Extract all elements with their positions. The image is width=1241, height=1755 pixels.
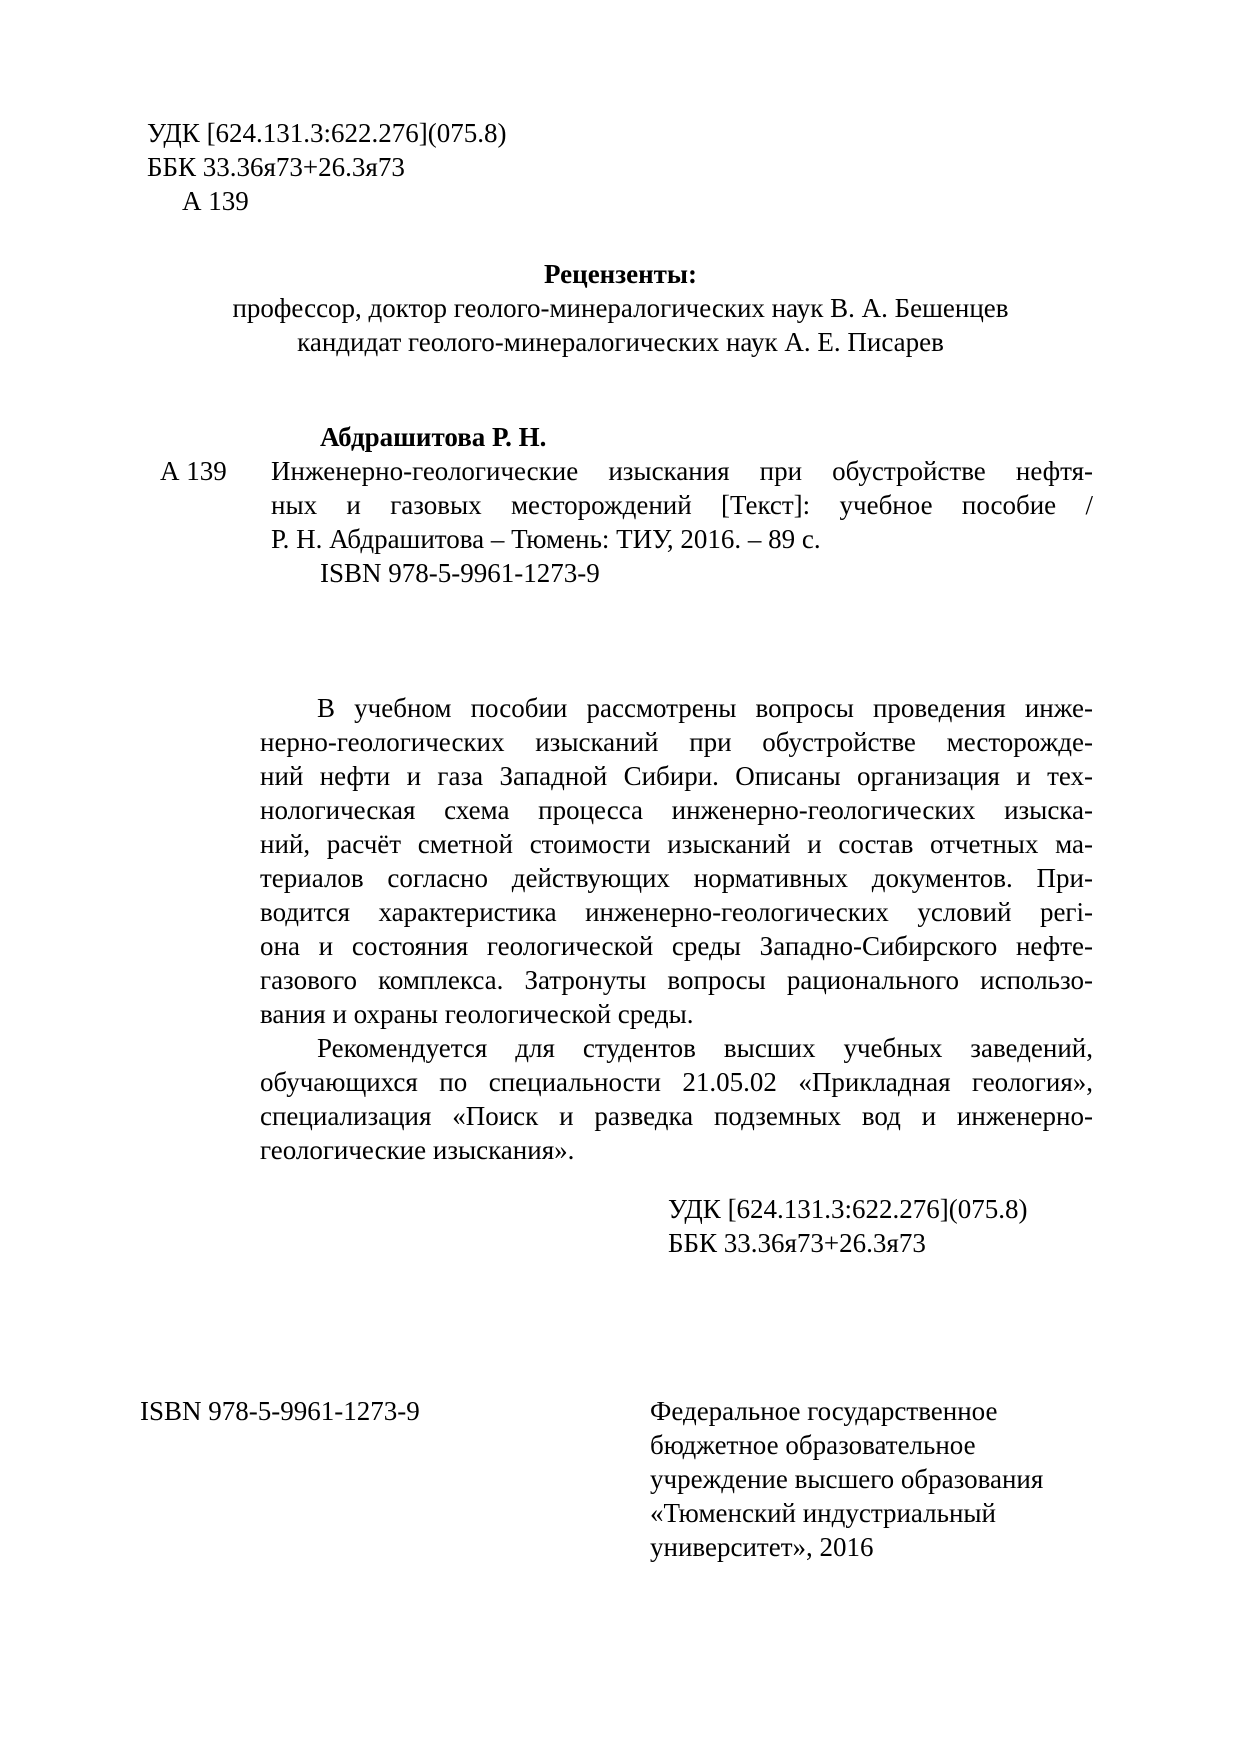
abstract-line: ний, расчёт сметной стоимости изысканий и состав отчетных ма- xyxy=(260,829,1093,859)
abstract-line: газового комплекса. Затронуты вопросы рационального использо- xyxy=(260,965,1093,995)
abstract-line: В учебном пособии рассмотрены вопросы проведения инже- xyxy=(317,693,1093,723)
reviewers-block xyxy=(0,257,1241,359)
publisher-line: учреждение высшего образования xyxy=(650,1464,1044,1494)
abstract-line: обучающихся по специальности 21.05.02 «Прикладная геология», xyxy=(260,1067,1093,1097)
publisher-line: университет», 2016 xyxy=(650,1532,874,1562)
bibliographic-line: ных и газовых месторождений [Текст]: учебное пособие / xyxy=(271,490,1093,520)
abstract-line: специализация «Поиск и разведка подземных вод и инженерно- xyxy=(260,1101,1093,1131)
bibliographic-isbn: ISBN 978-5-9961-1273-9 xyxy=(320,558,600,588)
reviewer-line: профессор, доктор геолого-минералогических наук В. А. Бешенцев xyxy=(232,293,1009,323)
abstract-line: Рекомендуется для студентов высших учебных заведений, xyxy=(317,1033,1093,1063)
abstract-line: водится характеристика инженерно-геологических условий регi- xyxy=(260,897,1093,927)
author-mark: А 139 xyxy=(182,186,249,216)
top-classification-block xyxy=(147,116,507,218)
abstract-line: вания и охраны геологической среды. xyxy=(260,999,694,1029)
bbk-code: ББК 33.36я73+26.3я73 xyxy=(147,152,405,182)
bibliographic-author-mark: А 139 xyxy=(160,456,227,486)
abstract-line: нерно-геологических изысканий при обустройстве месторожде- xyxy=(260,727,1093,757)
bbk-code: ББК 33.36я73+26.3я73 xyxy=(668,1228,926,1258)
abstract-line: нологическая схема процесса инженерно-геологических изыска- xyxy=(260,795,1093,825)
bibliographic-author: Абдрашитова Р. Н. xyxy=(320,422,547,452)
publisher-line: Федеральное государственное xyxy=(650,1396,998,1426)
abstract-line: геологические изыскания». xyxy=(260,1135,575,1165)
publisher-line: бюджетное образовательное xyxy=(650,1430,976,1460)
publisher-line: «Тюменский индустриальный xyxy=(650,1498,996,1528)
udk-code: УДК [624.131.3:622.276](075.8) xyxy=(668,1194,1028,1224)
udk-code: УДК [624.131.3:622.276](075.8) xyxy=(147,118,507,148)
reviewer-line: кандидат геолого-минералогических наук А. Е. Писарев xyxy=(297,327,944,357)
abstract-line: териалов согласно действующих нормативных документов. При- xyxy=(260,863,1093,893)
abstract-paragraph xyxy=(260,691,1093,1031)
publisher-block xyxy=(650,1394,1043,1564)
bibliographic-description xyxy=(271,454,1093,556)
reviewers-heading: Рецензенты: xyxy=(544,259,697,289)
bottom-classification-block xyxy=(668,1192,1028,1260)
bibliographic-line: Инженерно-геологические изыскания при обустройстве нефтя- xyxy=(271,456,1093,486)
abstract-line: ний нефти и газа Западной Сибири. Описаны организация и тех- xyxy=(260,761,1093,791)
abstract-paragraph xyxy=(260,1031,1093,1167)
footer-isbn: ISBN 978-5-9961-1273-9 xyxy=(140,1396,420,1426)
bibliographic-line: Р. Н. Абдрашитова – Тюмень: ТИУ, 2016. – 89 с. xyxy=(271,524,821,554)
abstract-block xyxy=(260,691,1093,1167)
abstract-line: она и состояния геологической среды Западно-Сибирского нефте- xyxy=(260,931,1093,961)
